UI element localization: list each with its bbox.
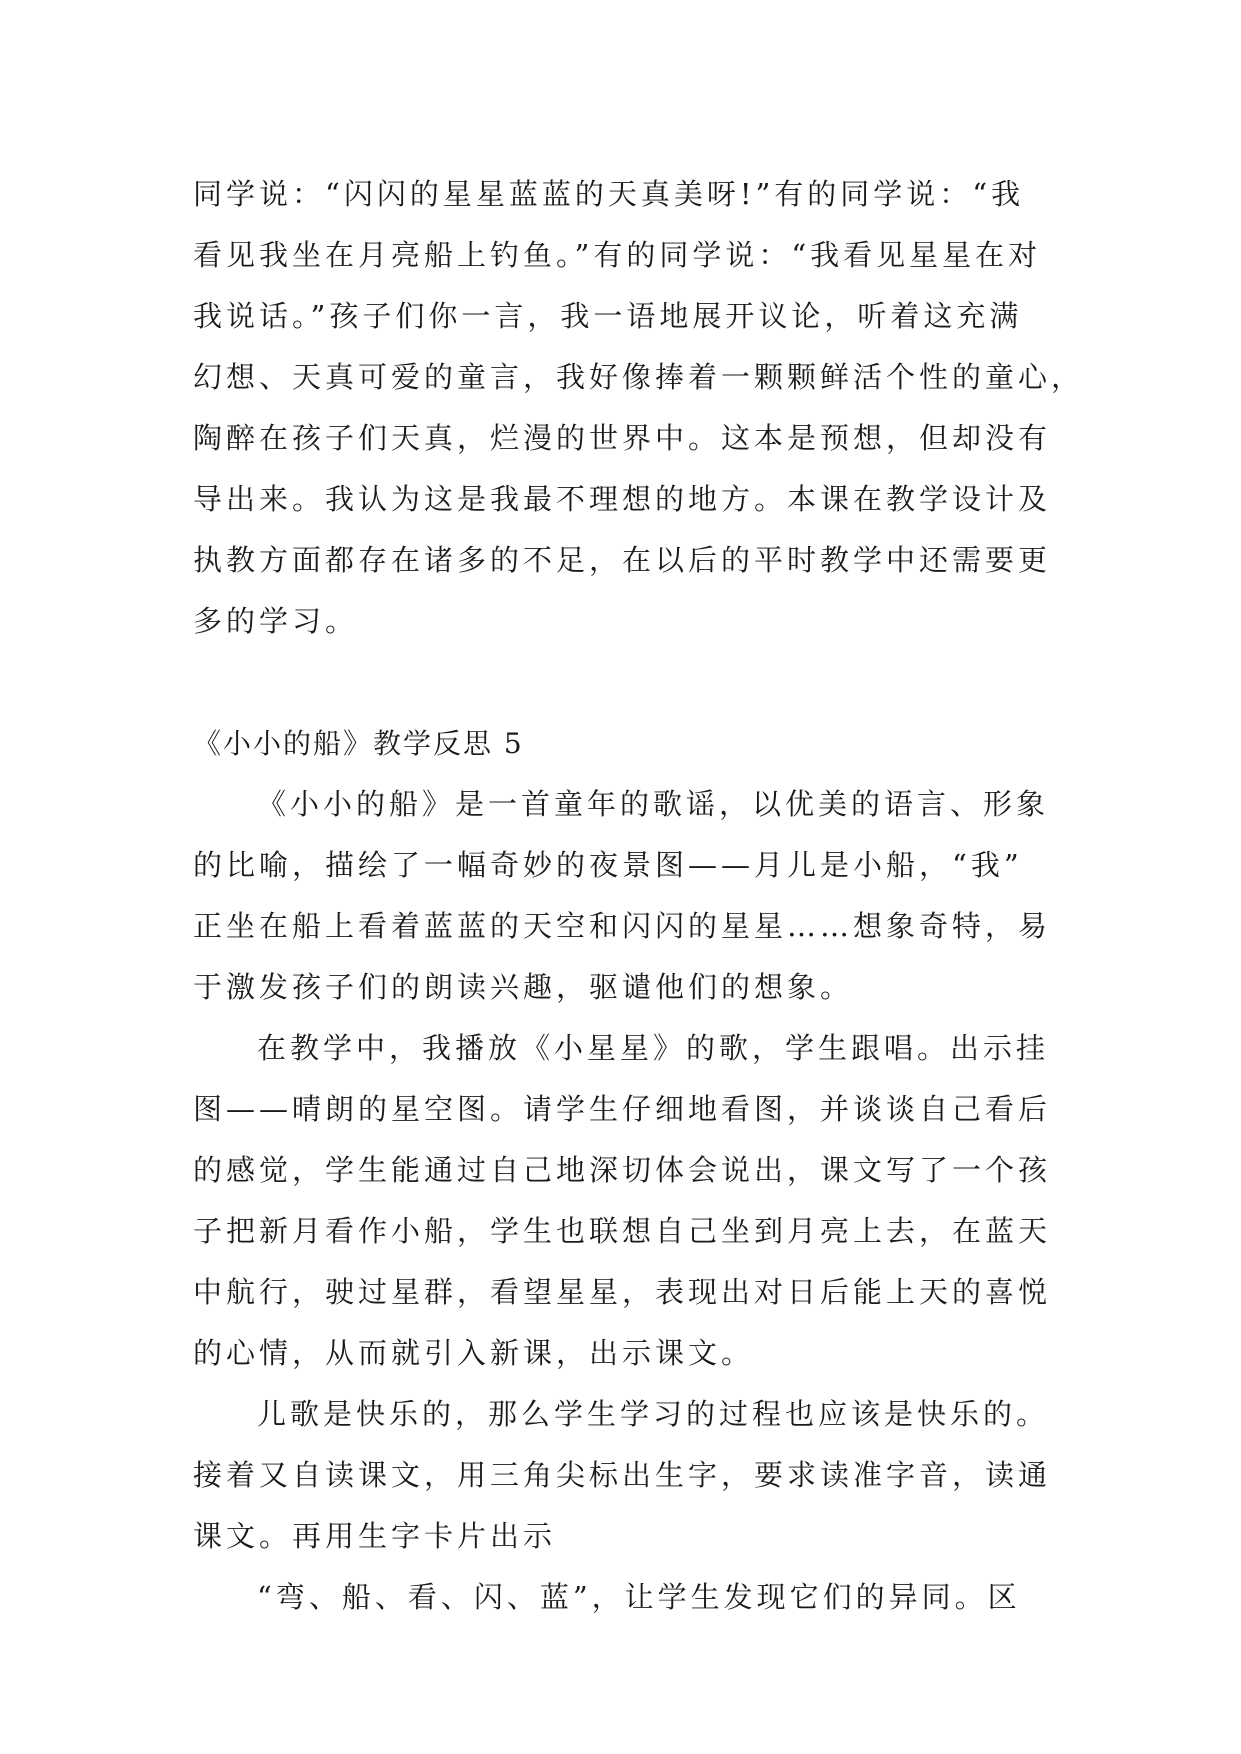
section-title: 《小小的船》教学反思 5 (193, 727, 524, 760)
text-line: 的心情，从而就引入新课，出示课文。 (193, 1336, 755, 1370)
paragraph-continued (193, 164, 1085, 652)
text-line: 《小小的船》是一首童年的歌谣，以优美的语言、形象 (257, 787, 1050, 821)
text-line: 儿歌是快乐的，那么学生学习的过程也应该是快乐的。 (257, 1397, 1050, 1431)
paragraph-children-song (193, 1384, 1053, 1567)
text-line: 图——晴朗的星空图。请学生仔细地看图，并谈谈自己看后 (193, 1092, 1052, 1126)
text-line: 多的学习。 (193, 604, 359, 638)
text-line: 在教学中，我播放《小星星》的歌，学生跟唱。出示挂 (257, 1031, 1050, 1065)
text-line: 课文。再用生字卡片出示 (193, 1519, 557, 1553)
paragraph-characters (193, 1567, 1053, 1628)
text-line: 同学说：“闪闪的星星蓝蓝的天真美呀!”有的同学说：“我 (193, 177, 1025, 211)
text-line: 看见我坐在月亮船上钓鱼。”有的同学说：“我看见星星在对 (193, 238, 1042, 272)
text-line: 接着又自读课文，用三角尖标出生字，要求读准字音，读通 (193, 1458, 1052, 1492)
text-line: 幻想、天真可爱的童言，我好像捧着一颗颗鲜活个性的童心， (193, 360, 1085, 394)
text-line: 于激发孩子们的朗读兴趣，驱谴他们的想象。 (193, 970, 854, 1004)
text-line: 正坐在船上看着蓝蓝的天空和闪闪的星星……想象奇特，易 (193, 909, 1052, 943)
text-line: 的比喻，描绘了一幅奇妙的夜景图——月儿是小船，“我” (193, 848, 1023, 882)
text-line: 导出来。我认为这是我最不理想的地方。本课在教学设计及 (193, 482, 1052, 516)
text-line: 的感觉，学生能通过自己地深切体会说出，课文写了一个孩 (193, 1153, 1052, 1187)
text-line: 陶醉在孩子们天真，烂漫的世界中。这本是预想，但却没有 (193, 421, 1052, 455)
text-line: 中航行，驶过星群，看望星星，表现出对日后能上天的喜悦 (193, 1275, 1052, 1309)
text-line: 执教方面都存在诸多的不足，在以后的平时教学中还需要更 (193, 543, 1052, 577)
text-line: 我说话。”孩子们你一言，我一语地展开议论，听着这充满 (193, 299, 1023, 333)
paragraph-teaching (193, 1018, 1053, 1384)
text-line: 子把新月看作小船，学生也联想自己坐到月亮上去，在蓝天 (193, 1214, 1052, 1248)
document-body (193, 164, 1085, 1628)
text-line: “弯、船、看、闪、蓝”，让学生发现它们的异同。区 (257, 1580, 1021, 1614)
paragraph-intro (193, 774, 1053, 1018)
